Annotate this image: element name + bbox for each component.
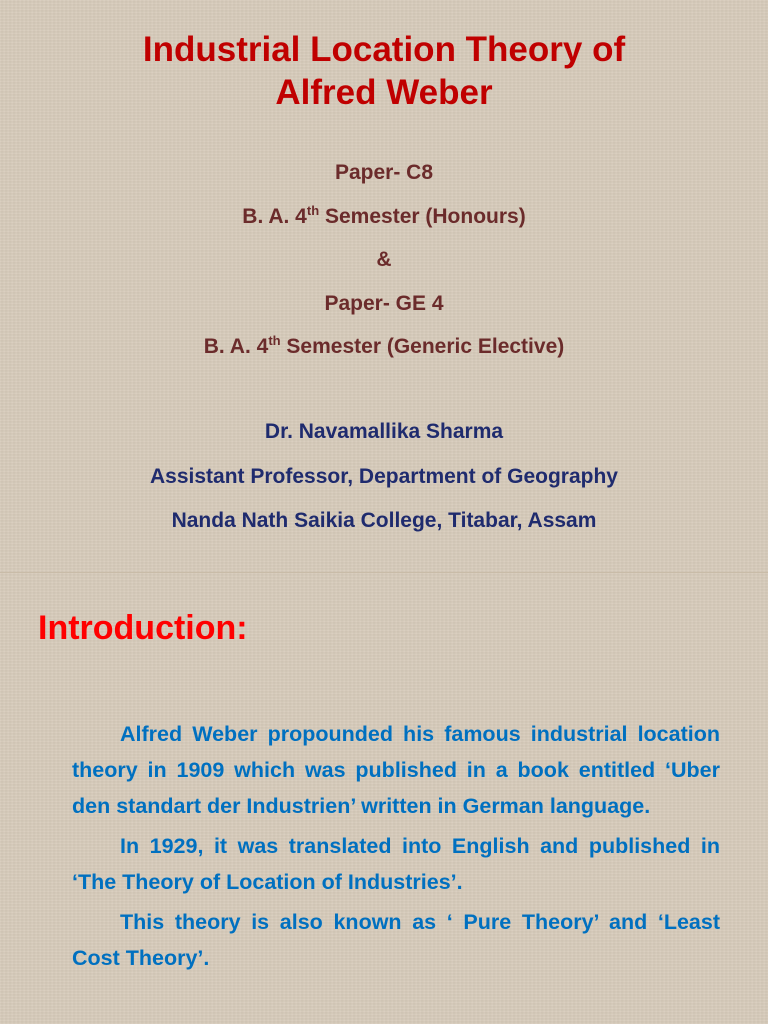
ampersand: & <box>376 248 392 271</box>
introduction-slide <box>0 573 768 1024</box>
presentation-title <box>0 28 768 114</box>
semester-honours-suffix: Semester (Honours) <box>319 204 526 228</box>
intro-paragraph-1: Alfred Weber propounded his famous industrial location theory in 1909 which was published in a book entitled ‘Uber den standart der Industrien’ written in German language. <box>72 722 720 818</box>
course-details <box>0 156 768 374</box>
introduction-heading: Introduction: <box>38 609 248 647</box>
title-line-2: Alfred Weber <box>275 73 493 112</box>
semester-honours-prefix: B. A. 4 <box>242 204 307 228</box>
paper-c8: Paper- C8 <box>334 161 434 184</box>
semester-generic-elective <box>0 330 768 374</box>
semester-honours-ordinal: th <box>306 202 320 218</box>
title-line-1: Industrial Location Theory of <box>142 30 626 69</box>
paper-ge4: Paper- GE 4 <box>324 291 444 315</box>
semester-ge-prefix: B. A. 4 <box>203 335 269 358</box>
author-details <box>0 416 768 550</box>
semester-ge-ordinal: th <box>268 333 281 348</box>
semester-honours <box>0 200 768 244</box>
introduction-body <box>72 716 720 980</box>
author-position: Assistant Professor, Department of Geography <box>150 464 618 488</box>
semester-ge-suffix: Semester (Generic Elective) <box>280 335 565 358</box>
author-college: Nanda Nath Saikia College, Titabar, Assam <box>171 509 597 532</box>
author-name: Dr. Navamallika Sharma <box>264 420 504 443</box>
intro-paragraph-3: This theory is also known as ‘ Pure Theory’ and ‘Least Cost Theory’. <box>72 910 720 970</box>
intro-paragraph-2: In 1929, it was translated into English and published in ‘The Theory of Location of Industries’. <box>72 834 720 894</box>
